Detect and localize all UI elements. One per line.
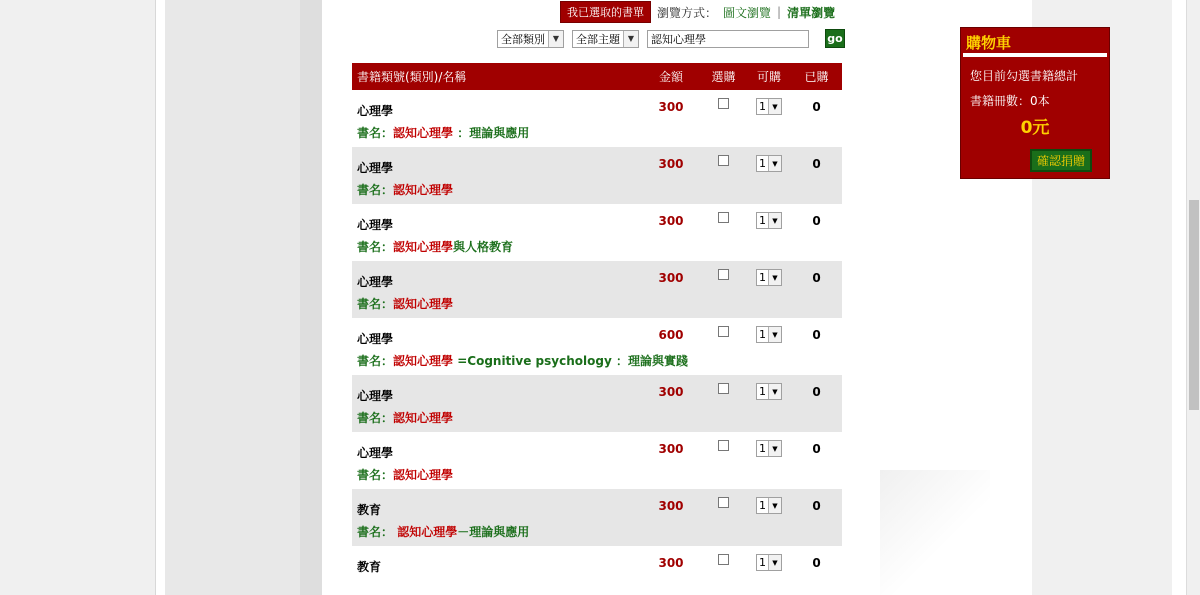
title-prefix: 書名： <box>357 183 394 197</box>
quantity-select[interactable] <box>756 155 782 172</box>
page-margin-left <box>0 0 155 595</box>
select-cell <box>700 546 747 575</box>
vertical-scrollbar[interactable] <box>1186 0 1200 595</box>
title-prefix: 書名： <box>357 297 394 311</box>
chevron-down-icon: ▼ <box>623 31 638 47</box>
book-list-table <box>352 63 842 575</box>
book-price: 300 <box>642 261 700 290</box>
browse-separator: | <box>777 5 782 19</box>
purchased-count: 0 <box>791 204 842 233</box>
filter-bar <box>497 29 845 48</box>
left-panel <box>165 0 300 595</box>
quantity-value: 1 <box>759 385 766 398</box>
table-row <box>352 375 842 404</box>
quantity-cell <box>747 375 791 404</box>
chevron-down-icon: ▼ <box>768 498 781 513</box>
chevron-down-icon: ▼ <box>548 31 563 47</box>
quantity-cell <box>747 261 791 290</box>
cart-book-count: 書籍冊數：0本 <box>970 94 1050 108</box>
table-row <box>352 318 842 347</box>
chevron-down-icon: ▼ <box>768 555 781 570</box>
select-cell <box>700 204 747 233</box>
select-cell <box>700 489 747 518</box>
category-select[interactable] <box>497 30 564 48</box>
quantity-select[interactable] <box>756 212 782 229</box>
select-cell <box>700 147 747 176</box>
book-category: 心理學 <box>352 261 642 290</box>
quantity-select[interactable] <box>756 554 782 571</box>
table-row-title <box>352 347 842 375</box>
chevron-down-icon: ▼ <box>768 270 781 285</box>
quantity-select[interactable] <box>756 383 782 400</box>
table-row <box>352 90 842 119</box>
book-price: 300 <box>642 147 700 176</box>
scrollbar-thumb[interactable] <box>1189 200 1199 410</box>
title-rest[interactable]: =Cognitive psychology ：理論與實踐 <box>453 354 688 368</box>
book-price: 300 <box>642 489 700 518</box>
select-cell <box>700 90 747 119</box>
search-input[interactable]: 認知心理學 <box>647 30 809 48</box>
browse-toolbar <box>560 3 835 21</box>
chevron-down-icon: ▼ <box>768 327 781 342</box>
title-keyword[interactable]: 認知心理學 <box>393 183 454 197</box>
column-header-purchased: 已購 <box>791 63 842 90</box>
title-keyword[interactable]: 認知心理學 <box>393 297 454 311</box>
title-prefix: 書名： <box>357 126 394 140</box>
book-title <box>352 176 842 204</box>
title-keyword[interactable]: 認知心理學 <box>397 525 458 539</box>
purchased-count: 0 <box>791 489 842 518</box>
quantity-select[interactable] <box>756 98 782 115</box>
select-cell <box>700 261 747 290</box>
topic-select[interactable] <box>572 30 639 48</box>
book-price: 600 <box>642 318 700 347</box>
table-row <box>352 261 842 290</box>
select-cell <box>700 375 747 404</box>
select-checkbox[interactable] <box>718 440 729 451</box>
table-row-title <box>352 404 842 432</box>
select-cell <box>700 318 747 347</box>
my-selected-books-button[interactable]: 我已選取的書單 <box>560 1 651 23</box>
page-edge-left <box>155 0 165 595</box>
title-rest[interactable]: 與人格教育 <box>453 240 514 254</box>
title-keyword[interactable]: 認知心理學 <box>393 468 454 482</box>
select-checkbox[interactable] <box>718 497 729 508</box>
page-edge-right <box>1172 0 1186 595</box>
title-keyword[interactable]: 認知心理學 <box>393 411 454 425</box>
title-prefix: 書名： <box>357 354 394 368</box>
confirm-donation-button[interactable]: 確認捐贈 <box>1030 149 1092 172</box>
column-header-name: 書籍類號(類別)/名稱 <box>352 63 642 90</box>
purchased-count: 0 <box>791 261 842 290</box>
table-row-title <box>352 290 842 318</box>
quantity-value: 1 <box>759 214 766 227</box>
book-title <box>352 290 842 318</box>
quantity-select[interactable] <box>756 497 782 514</box>
book-price: 300 <box>642 90 700 119</box>
left-panel-edge <box>300 0 322 595</box>
chevron-down-icon: ▼ <box>768 156 781 171</box>
book-category: 心理學 <box>352 432 642 461</box>
quantity-value: 1 <box>759 556 766 569</box>
cart-divider <box>963 53 1107 57</box>
book-category: 心理學 <box>352 90 642 119</box>
book-price: 300 <box>642 204 700 233</box>
book-category: 心理學 <box>352 147 642 176</box>
title-keyword[interactable]: 認知心理學 <box>393 354 454 368</box>
quantity-select[interactable] <box>756 326 782 343</box>
select-checkbox[interactable] <box>718 326 729 337</box>
browse-mode-label: 瀏覽方式： <box>657 5 718 20</box>
quantity-value: 1 <box>759 271 766 284</box>
table-row <box>352 546 842 575</box>
list-browse-link[interactable]: 清單瀏覽 <box>787 5 836 20</box>
title-prefix: 書名： <box>357 525 398 539</box>
book-category: 心理學 <box>352 318 642 347</box>
table-row-title <box>352 233 842 261</box>
purchased-count: 0 <box>791 375 842 404</box>
table-row-title <box>352 119 842 147</box>
book-category: 心理學 <box>352 204 642 233</box>
book-title <box>352 518 842 546</box>
table-row-title <box>352 461 842 489</box>
book-title <box>352 233 842 261</box>
cart-selected-total-label: 您目前勾選書籍總計 <box>970 69 1079 83</box>
table-row <box>352 432 842 461</box>
select-checkbox[interactable] <box>718 269 729 280</box>
shopping-cart-panel <box>960 27 1110 179</box>
book-title <box>352 347 842 375</box>
quantity-select[interactable] <box>756 269 782 286</box>
book-price: 300 <box>642 432 700 461</box>
quantity-value: 1 <box>759 442 766 455</box>
chevron-down-icon: ▼ <box>768 213 781 228</box>
quantity-cell <box>747 204 791 233</box>
quantity-cell <box>747 489 791 518</box>
table-row <box>352 489 842 518</box>
column-header-choose: 選購 <box>700 63 747 90</box>
book-category: 心理學 <box>352 375 642 404</box>
book-title <box>352 119 842 147</box>
select-cell <box>700 432 747 461</box>
book-category: 教育 <box>352 489 642 518</box>
category-select-value: 全部類別 <box>501 32 545 46</box>
title-keyword[interactable]: 認知心理學 <box>393 126 454 140</box>
column-header-available: 可購 <box>747 63 791 90</box>
book-price: 300 <box>642 375 700 404</box>
cart-total-amount: 0元 <box>1020 118 1050 138</box>
title-prefix: 書名： <box>357 240 394 254</box>
title-prefix: 書名： <box>357 411 394 425</box>
book-category: 教育 <box>352 546 642 575</box>
title-prefix: 書名： <box>357 468 394 482</box>
chevron-down-icon: ▼ <box>768 441 781 456</box>
quantity-cell <box>747 90 791 119</box>
quantity-value: 1 <box>759 328 766 341</box>
background-highlight <box>880 470 990 595</box>
table-row-title <box>352 176 842 204</box>
purchased-count: 0 <box>791 90 842 119</box>
book-title <box>352 461 842 489</box>
purchased-count: 0 <box>791 147 842 176</box>
graphic-browse-link[interactable]: 圖文瀏覽 <box>723 5 772 20</box>
purchased-count: 0 <box>791 318 842 347</box>
quantity-cell <box>747 147 791 176</box>
title-rest[interactable]: ：理論與應用 <box>453 126 530 140</box>
quantity-value: 1 <box>759 157 766 170</box>
select-checkbox[interactable] <box>718 155 729 166</box>
table-header-row <box>352 63 842 90</box>
quantity-value: 1 <box>759 100 766 113</box>
topic-select-value: 全部主題 <box>576 32 620 46</box>
go-button[interactable]: go <box>825 29 845 48</box>
title-rest[interactable]: －理論與應用 <box>457 525 530 539</box>
table-row-title <box>352 518 842 546</box>
quantity-select[interactable] <box>756 440 782 457</box>
select-checkbox[interactable] <box>718 212 729 223</box>
title-keyword[interactable]: 認知心理學 <box>393 240 454 254</box>
book-title <box>352 404 842 432</box>
chevron-down-icon: ▼ <box>768 384 781 399</box>
book-price: 300 <box>642 546 700 575</box>
select-checkbox[interactable] <box>718 98 729 109</box>
quantity-cell <box>747 432 791 461</box>
select-checkbox[interactable] <box>718 554 729 565</box>
purchased-count: 0 <box>791 432 842 461</box>
purchased-count: 0 <box>791 546 842 575</box>
table-row <box>352 204 842 233</box>
quantity-value: 1 <box>759 499 766 512</box>
quantity-cell <box>747 546 791 575</box>
table-row <box>352 147 842 176</box>
cart-title: 購物車 <box>966 34 1012 52</box>
column-header-price: 金額 <box>642 63 700 90</box>
quantity-cell <box>747 318 791 347</box>
chevron-down-icon: ▼ <box>768 99 781 114</box>
select-checkbox[interactable] <box>718 383 729 394</box>
